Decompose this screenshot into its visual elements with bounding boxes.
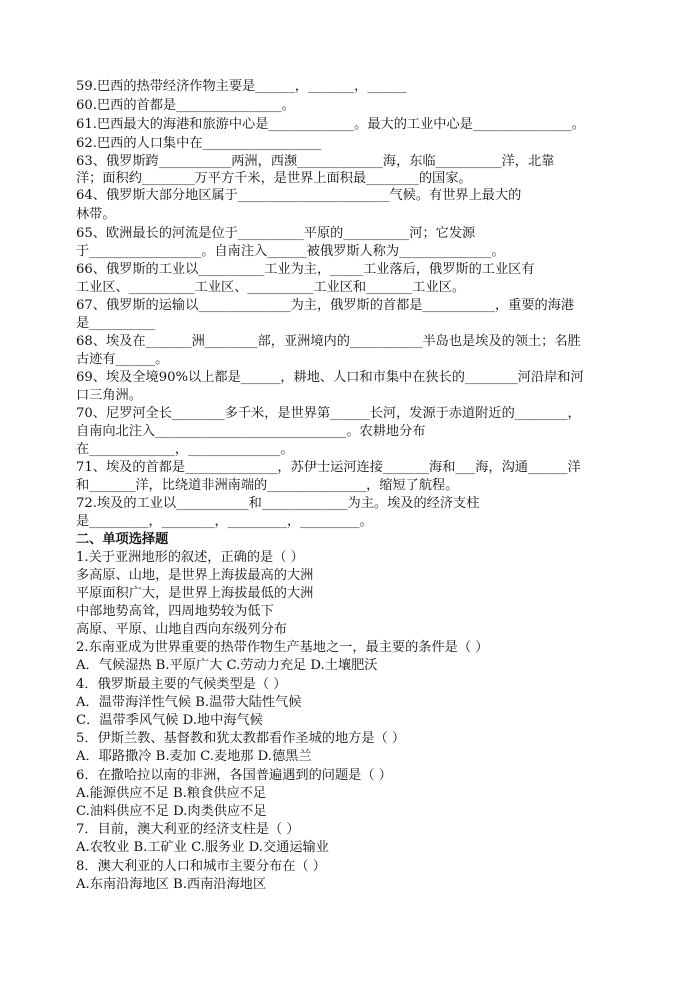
question-67-line-1: 67、俄罗斯的运输以______________为主，俄罗斯的首都是___________，重要的海港 — [76, 298, 575, 313]
question-59: 59.巴西的热带经济作物主要是______，_______，______ — [76, 79, 407, 94]
question-72-line-1: 72.埃及的工业以___________和_____________为主。埃及的经济支柱 — [76, 496, 480, 511]
question-70-line-2: 自南向北注入_____________________________。农耕地分布 — [76, 424, 426, 439]
choice-8-stem: 8．澳大利亚的人口和城市主要分布在（ ） — [76, 859, 326, 874]
question-64-line-1: 64、俄罗斯大部分地区属于_______________________气候。有世界上最大的 — [76, 188, 522, 203]
question-71-line-2: 和_______洋，比绕道非洲南端的_______________，缩短了航程。 — [76, 478, 459, 493]
question-66-line-2: 工业区、__________工业区、__________工业区和_______工业区。 — [76, 280, 466, 295]
question-66-line-1: 66、俄罗斯的工业以__________工业为主，_____工业落后，俄罗斯的工业区有 — [76, 262, 535, 277]
question-60: 60.巴西的首都是________________。 — [76, 98, 295, 113]
choice-1-option-c: 中部地势高耸，四周地势较为低下 — [76, 604, 274, 619]
choice-2-stem: 2.东南亚成为世界重要的热带作物生产基地之一，最主要的条件是（ ） — [76, 640, 489, 655]
question-64-line-2: 林带。 — [76, 207, 116, 222]
question-70-line-3: 在_____________，______________。 — [76, 442, 294, 457]
question-69-line-2: 口三角洲。 — [76, 388, 142, 403]
question-67-line-2: 是__________ — [76, 316, 156, 331]
choice-1-option-a: 多高原、山地，是世界上海拔最高的大洲 — [76, 568, 314, 583]
choice-4-options-cd: C．温带季风气候 D.地中海气候 — [76, 713, 263, 728]
choice-4-stem: 4．俄罗斯最主要的气候类型是（ ） — [76, 677, 287, 692]
choice-7-stem: 7．目前，澳大利亚的经济支柱是（ ） — [76, 822, 300, 837]
question-63-line-1: 63、俄罗斯跨___________两洲，西濒_____________海，东临__________洋，北靠 — [76, 154, 555, 169]
question-61: 61.巴西最大的海港和旅游中心是_____________。最大的工业中心是_______________。 — [76, 117, 585, 132]
choice-8-options: A.东南沿海地区 B.西南沿海地区 — [76, 877, 267, 892]
choice-1-option-d: 高原、平原、山地自西向东级列分布 — [76, 622, 287, 637]
choice-5-stem: 5．伊斯兰教、基督教和犹太教都看作圣城的地方是（ ） — [76, 731, 406, 746]
choice-1-stem: 1.关于亚洲地形的叙述，正确的是（ ） — [76, 550, 304, 565]
choice-5-options: A．耶路撒冷 B.麦加 C.麦地那 D.德黑兰 — [76, 749, 312, 764]
choice-2-options: A．气候湿热 B.平原广大 C.劳动力充足 D.土壤肥沃 — [76, 658, 378, 673]
question-63-line-2: 洋；面积约________万平方千米，是世界上面积最________的国家。 — [76, 171, 472, 186]
question-65-line-1: 65、欧洲最长的河流是位于__________平原的__________河；它发源 — [76, 226, 476, 241]
question-69-line-1: 69、埃及全境90%以上都是______，耕地、人口和市集中在狭长的________河沿岸和河 — [76, 370, 584, 385]
question-68-line-2: 古迹有______。 — [76, 352, 169, 367]
choice-1-option-b: 平原面积广大，是世界上海拔最低的大洲 — [76, 586, 314, 601]
choice-6-options-ab: A.能源供应不足 B.粮食供应不足 — [76, 786, 267, 801]
question-71-line-1: 71、埃及的首都是______________，苏伊士运河连接_______海和___海，沟通______洋 — [76, 460, 581, 475]
question-62: 62.巴西的人口集中在__________________ — [76, 136, 322, 151]
question-70-line-1: 70、尼罗河全长________多千米，是世界第______长河，发源于赤道附近的________， — [76, 406, 581, 421]
question-72-line-2: 是_________，________，_________，_________。 — [76, 514, 373, 529]
question-65-line-2: 于_________________。自南注入______被俄罗斯人称为______________。 — [76, 244, 505, 259]
choice-6-stem: 6．在撒哈拉以南的非洲，各国普遍遇到的问题是（ ） — [76, 768, 392, 783]
choice-6-options-cd: C.油料供应不足 D.肉类供应不足 — [76, 804, 267, 819]
choice-7-options: A.农牧业 B.工矿业 C.服务业 D.交通运输业 — [76, 840, 329, 855]
choice-4-options-ab: A．温带海洋性气候 B.温带大陆性气候 — [76, 695, 302, 710]
question-68-line-1: 68、埃及在_______洲________部，亚洲境内的___________半岛也是埃及的领土；名胜 — [76, 334, 581, 349]
section-title: 二、单项选择题 — [76, 532, 169, 547]
